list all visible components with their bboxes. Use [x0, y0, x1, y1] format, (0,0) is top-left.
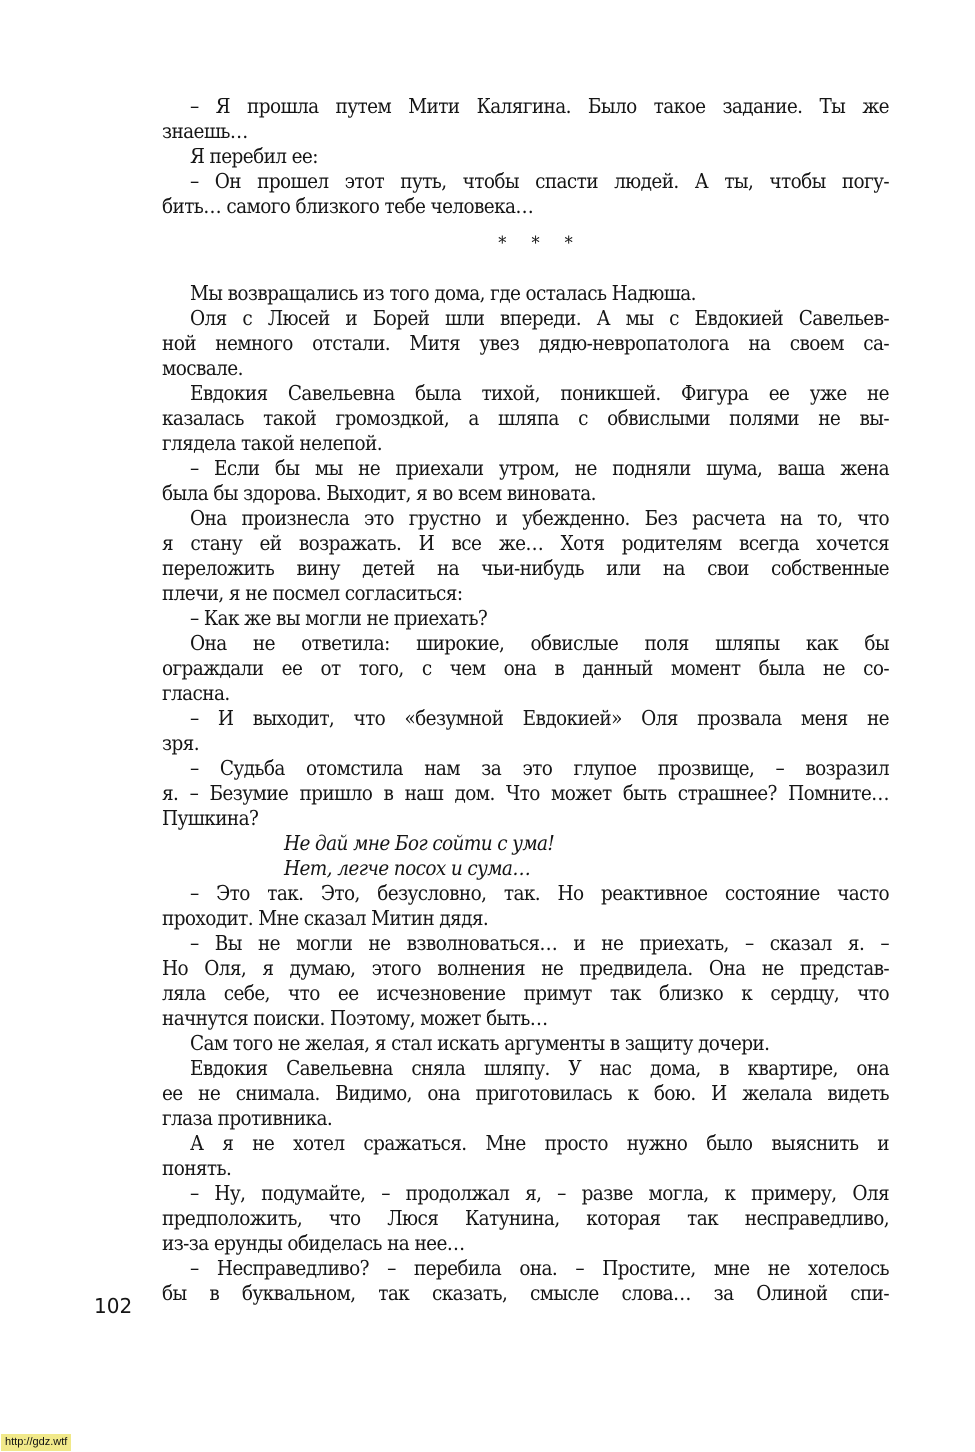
watermark-link[interactable]: http://gdz.wtf	[1, 1434, 71, 1451]
poem-line: Не дай мне Бог сойти с ума!	[284, 831, 555, 855]
text-line: Мы возвращались из того дома, где осталась Надюша.	[190, 281, 696, 305]
text-line: Сам того не желая, я стал искать аргументы в защиту дочери.	[190, 1031, 770, 1055]
text-line: переложить вину детей на чьи-нибудь или на свои собственные	[162, 556, 889, 580]
text-line: – Как же вы могли не приехать?	[190, 606, 488, 630]
text-line: ляла себе, что ее исчезновение примут так близко к сердцу, что	[162, 981, 889, 1005]
text-line: Оля с Люсей и Борей шли впереди. А мы с Евдокией Савельев-	[190, 306, 889, 330]
text-block-dialogue	[162, 94, 889, 219]
text-line: – Это так. Это, безусловно, так. Но реактивное состояние часто	[190, 881, 889, 905]
text-line: – Я прошла путем Мити Калягина. Было такое задание. Ты же	[190, 94, 889, 118]
section-separator: * * *	[498, 233, 583, 254]
text-line: зря.	[162, 731, 199, 755]
text-line: ной немного отстали. Митя увез дядю-невропатолога на своем са-	[162, 331, 889, 355]
text-line: Она не ответила: широкие, обвислые поля шляпы как бы	[190, 631, 889, 655]
text-line: – И выходит, что «безумной Евдокией» Оля прозвала меня не	[190, 706, 889, 730]
text-line: бить… самого близкого тебе человека…	[162, 194, 534, 218]
text-line: плечи, я не посмел согласиться:	[162, 581, 463, 605]
text-line: глаза противника.	[162, 1106, 333, 1130]
text-line: мосвале.	[162, 356, 243, 380]
text-line: – Несправедливо? – перебила она. – Простите, мне не хотелось	[190, 1256, 889, 1280]
text-line: проходит. Мне сказал Митин дядя.	[162, 906, 489, 930]
page-number: 102	[94, 1294, 133, 1318]
text-line: ограждали ее от того, с чем она в данный момент была не со-	[162, 656, 889, 680]
text-line: А я не хотел сражаться. Мне просто нужно было выяснить и	[190, 1131, 889, 1155]
text-line: Но Оля, я думаю, этого волнения не предвидела. Она не представ-	[162, 956, 889, 980]
text-line: Я перебил ее:	[190, 144, 318, 168]
text-line: Пушкина?	[162, 806, 259, 830]
text-line: Евдокия Савельевна была тихой, поникшей. Фигура ее уже не	[190, 381, 889, 405]
poem-line: Нет, легче посох и сума…	[284, 856, 531, 880]
text-line: Евдокия Савельевна сняла шляпу. У нас дома, в квартире, она	[190, 1056, 889, 1080]
text-line: ее не снимала. Видимо, она приготовилась к бою. И желала видеть	[162, 1081, 889, 1105]
text-line: – Если бы мы не приехали утром, не подняли шума, ваша жена	[190, 456, 889, 480]
text-line: – Судьба отомстила нам за это глупое прозвище, – возразил	[190, 756, 889, 780]
text-line: – Вы не могли не взволноваться… и не приехать, – сказал я. –	[190, 931, 889, 955]
text-line: знаешь…	[162, 119, 248, 143]
text-line: из-за ерунды обиделась на нее…	[162, 1231, 465, 1255]
text-line: гласна.	[162, 681, 230, 705]
text-line: начнутся поиски. Поэтому, может быть…	[162, 1006, 548, 1030]
text-line: я стану ей возражать. И все же… Хотя родителям всегда хочется	[162, 531, 889, 555]
text-line: – Ну, подумайте, – продолжал я, – разве могла, к примеру, Оля	[190, 1181, 889, 1205]
text-line: Она произнесла это грустно и убежденно. Без расчета на то, что	[190, 506, 889, 530]
text-line: глядела такой нелепой.	[162, 431, 382, 455]
text-line: понять.	[162, 1156, 232, 1180]
text-line: я. – Безумие пришло в наш дом. Что может быть страшнее? Помните…	[162, 781, 889, 805]
text-line: – Он прошел этот путь, чтобы спасти людей. А ты, чтобы погу-	[190, 169, 889, 193]
text-line: была бы здорова. Выходит, я во всем виновата.	[162, 481, 596, 505]
text-line: предположить, что Люся Катунина, которая так несправедливо,	[162, 1206, 889, 1230]
text-line: бы в буквальном, так сказать, смысле слова… за Олиной спи-	[162, 1281, 889, 1305]
text-block-main	[162, 281, 889, 831]
text-line: казалась такой громоздкой, а шляпа с обвислыми полями не вы-	[162, 406, 889, 430]
book-page-text	[162, 94, 889, 1306]
text-block-continuation	[162, 881, 889, 1306]
poem-quote	[162, 831, 889, 881]
